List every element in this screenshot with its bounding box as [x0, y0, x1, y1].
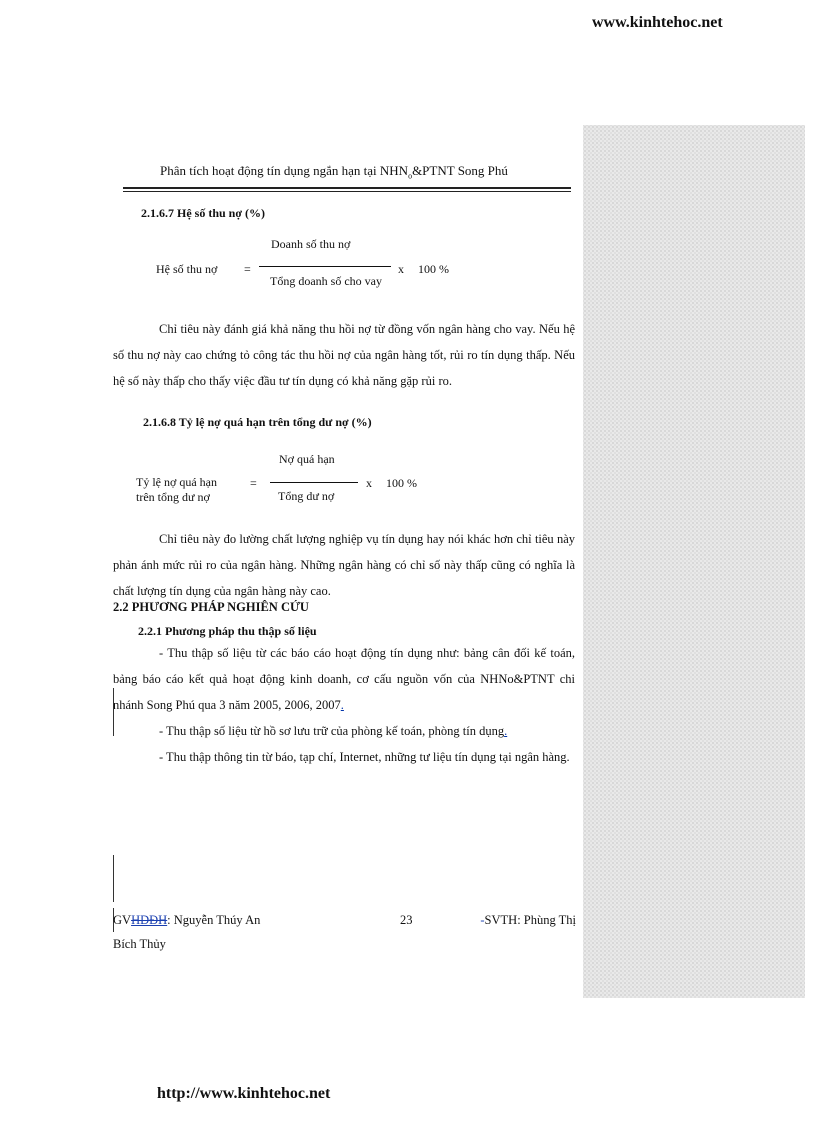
header-double-rule: [123, 187, 571, 192]
formula2-denominator: Tổng dư nợ: [278, 489, 335, 503]
heading-22: 2.2 PHƯƠNG PHÁP NGHIÊN CỨU: [113, 600, 309, 614]
formula2-equals: =: [250, 476, 257, 490]
paragraph-2168-lead: Chỉ tiêu này đo lường chất lượng nghiệp vụ tín dụng hay nói khác hơn chỉ: [159, 532, 532, 546]
heading-2168: 2.1.6.8 Tỷ lệ nợ quá hạn trên tổng dư nợ (%): [143, 415, 372, 429]
header-title-subscript: o: [408, 171, 413, 181]
footer-student-name-line2: Bích Thủy: [113, 937, 166, 951]
formula1-fraction-line: [259, 266, 391, 267]
paragraph-2168-rest: tiêu này phản ánh mức rủi ro của ngân hàng. Những ngân hàng có chỉ số này thấp cũng có nghĩa là chất lượng tín dụng của ngân hàng này cao.: [113, 532, 575, 598]
header-title-part1: Phân tích hoạt động tín dụng ngắn hạn tại NHN: [160, 163, 409, 178]
paragraph-2167-rest: Nếu hệ số thu nợ này cao chứng tỏ công tác thu hồi nợ của ngân hàng tốt, rủi ro tín dụng thấp. Nếu hệ số này thấp cho thấy việc đầu tư tín dụng có khả năng gặp rủi ro.: [113, 322, 576, 388]
page-header-title: [160, 163, 508, 181]
heading-2167: 2.1.6.7 Hệ số thu nợ (%): [141, 206, 265, 220]
formula1-equals: =: [244, 262, 251, 276]
footer-gv-name: : Nguyễn Thúy An: [167, 913, 261, 927]
bullet-2-change-mark: .: [504, 724, 508, 738]
bullet-item-3: [113, 744, 575, 770]
formula2-times: x: [366, 476, 372, 490]
formula2-lhs-line1: Tỷ lệ nợ quá hạn: [136, 475, 217, 489]
formula1-factor: 100 %: [418, 262, 449, 276]
heading-221: 2.2.1 Phương pháp thu thập số liệu: [138, 624, 317, 638]
footer-gv-deleted: HDĐH: [131, 913, 168, 927]
bullet-item-1: [113, 640, 575, 718]
revision-bar-1: [113, 688, 114, 736]
site-url-bottom[interactable]: http://www.kinhtehoc.net: [157, 1085, 331, 1102]
bullet-3-lead: - Thu thập thông tin từ báo, tạp chí, Internet, những tư liệu tín dụng tại: [159, 750, 512, 764]
formula1-times: x: [398, 262, 404, 276]
formula1-denominator: Tổng doanh số cho vay: [270, 274, 382, 288]
paragraph-2168: [113, 526, 575, 604]
site-url-top[interactable]: www.kinhtehoc.net: [592, 14, 723, 31]
footer-sv-dash: -: [480, 913, 485, 927]
bullet-1-rest: toán, bảng báo cáo kết quả hoạt động kinh doanh, cơ cấu nguồn vốn của NHNo&PTNT chi nhánh Song Phú qua 3 năm 2005, 2006, 2007: [113, 646, 575, 712]
footer-student: [480, 913, 576, 928]
footer-advisor: [113, 913, 260, 928]
bullet-1-lead: - Thu thập số liệu từ các báo cáo hoạt động tín dụng như: bảng cân đối kế: [159, 646, 547, 660]
bullet-1-change-mark: .: [340, 698, 344, 712]
formula1-numerator: Doanh số thu nợ: [271, 237, 351, 251]
bullet-2-text: - Thu thập số liệu từ hồ sơ lưu trữ của phòng kế toán, phòng tín dụng: [159, 724, 505, 738]
formula2-fraction-line: [270, 482, 358, 483]
comment-margin-panel: [583, 125, 805, 998]
formula2-numerator: Nợ quá hạn: [279, 452, 335, 466]
paragraph-2167-lead: Chỉ tiêu này đánh giá khả năng thu hồi nợ từ đồng vốn ngân hàng cho vay.: [159, 322, 536, 336]
footer-sv-text: SVTH: Phùng Thị: [484, 913, 576, 927]
formula1-lhs: Hệ số thu nợ: [156, 262, 218, 276]
revision-bar-2: [113, 855, 114, 902]
footer-page-number: 23: [400, 913, 413, 927]
formula2-lhs-line2: trên tổng dư nợ: [136, 490, 210, 504]
bullet-3-rest: ngân hàng.: [514, 750, 570, 764]
paragraph-2167: [113, 316, 575, 394]
header-title-part2: &PTNT Song Phú: [412, 163, 508, 178]
formula2-factor: 100 %: [386, 476, 417, 490]
bullet-list-221: [113, 640, 575, 770]
bullet-item-2: [113, 718, 575, 744]
footer-gv-prefix: GV: [113, 913, 132, 927]
